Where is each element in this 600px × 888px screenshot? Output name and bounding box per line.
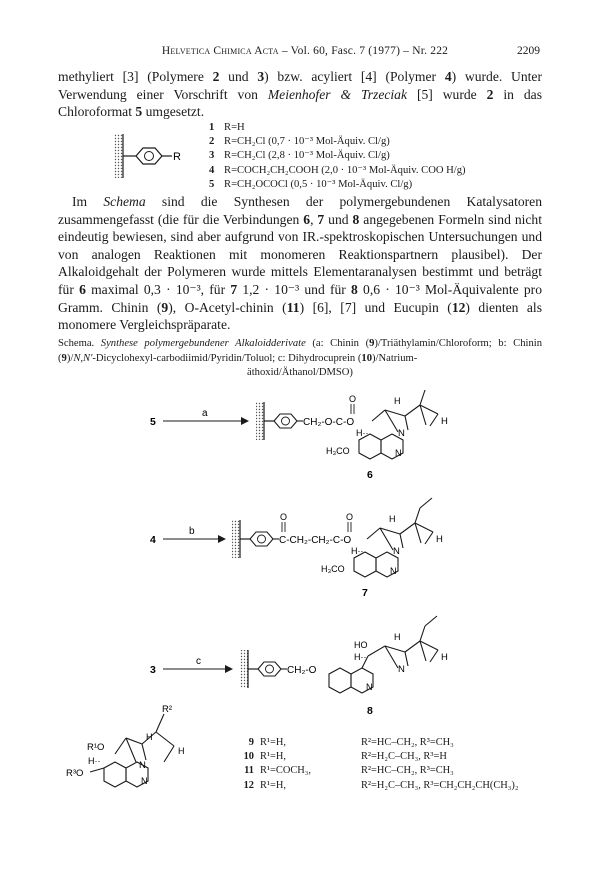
svg-text:N: N [398,428,405,439]
general-alkaloid-structure [60,700,230,830]
svg-text:H: H [146,732,153,742]
r1o-label: R¹O [87,742,105,753]
svg-text:H··: H·· [356,428,369,438]
reaction-b [150,498,443,599]
list-item: 5 R=CH₂OCOCl (0,5 · 10⁻³ Mol-Äquiv. Cl/g) [209,178,413,190]
carbonyl-oxygen: O [349,394,357,404]
list-item: 11 R¹=COCH₃, R²=HC–CH₂, R³=CH₃ [244,765,454,777]
svg-text:H··: H·· [354,652,367,662]
reactant-number: 4 [150,534,156,546]
r2-label: R² [162,704,173,715]
reagent-label: b [189,526,195,537]
reactant-number: 3 [150,664,156,676]
list-item: 4 R=COCH₂CH₂COOH (2,0 · 10⁻³ Mol-Äquiv. COO H/g) [209,164,466,176]
polymer-structure-figure [108,128,208,184]
journal-citation [70,45,540,57]
svg-text:O: O [346,512,354,522]
schema-caption: Schema. Synthese polymergebundener Alkaloidderivate (a: Chinin (9)/Triäthylamin/Chloroform; b: Chinin (9)/N,N'-Dicyclohexyl-carbodiimid/Pyridin/Toluol; c: Dihydrocuprein (10)/Natrium- äthoxid/Äthanol/DMSO) [58,338,542,379]
methoxy-label: H₃CO [321,564,345,574]
reactant-number: 5 [150,416,156,428]
svg-text:H: H [441,416,448,427]
paragraph-intro: methyliert [3] (Polymere 2 und 3) bzw. acyliert [4] (Polymer 4) wurde. Unter Verwendung einer Vorschrift von Meienhofer & Trzeciak [5] wurde 2 in das Chloroformat 5 umgesetzt. [58,69,542,120]
list-item: 1 R=H [209,122,245,133]
svg-text:N: N [139,760,146,771]
reaction-a [150,390,448,481]
list-item: 10 R¹=H, R²=H₂C–CH₃, R³=H [243,751,447,763]
svg-text:N: N [366,682,373,692]
list-item: 2 R=CH₂Cl (0,7 · 10⁻³ Mol-Äquiv. Cl/g) [209,136,390,148]
list-item: 3 R=CH₂Cl (2,8 · 10⁻³ Mol-Äquiv. Cl/g) [209,150,390,162]
list-item: 9 R¹=H, R²=HC–CH₂, R³=CH₃ [248,737,454,748]
r-substituent-label: R [173,151,181,163]
polymer-list [209,121,466,192]
svg-text:H: H [389,514,396,524]
list-item: 12 R¹=H, R²=H₂C–CH₃, R³=CH₂CH₂CH(CH₃)₂ [243,779,519,791]
svg-text:N: N [390,566,397,576]
svg-text:H: H [178,746,185,756]
journal-issue: – Vol. 60, Fasc. 7 (1977) – Nr. 222 [281,45,449,57]
svg-text:H: H [436,534,443,545]
reagent-label: c [196,656,201,667]
linker-text: CH₂-O [287,665,317,676]
journal-name: Helvetica Chimica Acta [161,45,279,57]
svg-text:H··: H·· [88,756,101,766]
svg-text:HO: HO [354,640,368,650]
reagent-label: a [202,408,208,419]
svg-text:N: N [398,664,405,675]
polymer-bead [114,134,123,178]
svg-text:H: H [394,632,401,642]
compound-list [228,736,518,793]
svg-text:H··: H·· [351,546,364,556]
svg-text:N: N [393,546,400,557]
linker-text: C-CH₂-CH₂-C-O [279,535,352,546]
methoxy-label: H₃CO [326,446,350,456]
product-number: 6 [367,469,373,481]
r3o-label: R³O [66,768,84,779]
reaction-scheme [0,390,600,720]
svg-text:O: O [280,512,288,522]
paragraph-schema-description: Im Schema sind die Synthesen der polymergebundenen Katalysatoren zusammengefasst (die für die Verbindungen 6, 7 und 8 angegebenen Formeln sind nicht eindeutig bewiesen, sind aber aufgrund von IR.-spektroskopischen Untersuchungen und von analogen Reaktionen mit monomeren Reaktionspartnern plausibel). Der Alkaloidgehalt der Polymeren wurde mittels Elementaranalysen bestimmt und beträgt für 6 maximal 0,3 · 10⁻³, für 7 1,2 · 10⁻³ und für 8 0,6 · 10⁻³ Mol-Äquivalente pro Gramm. Chinin (9), O-Acetyl-chinin (11) [6], [7] und Eucupin (12) dienten als monomere Vergleichspräparate. [58,194,543,333]
product-number: 7 [362,587,368,599]
svg-text:H: H [394,396,401,406]
benzene-ring [136,148,162,164]
linker-text: CH₂-O-C-O [303,417,355,428]
product-number: 8 [367,705,373,717]
svg-text:N: N [395,448,402,458]
svg-text:H: H [441,652,448,663]
page-number: 2209 [517,45,540,57]
svg-text:N: N [141,776,148,786]
